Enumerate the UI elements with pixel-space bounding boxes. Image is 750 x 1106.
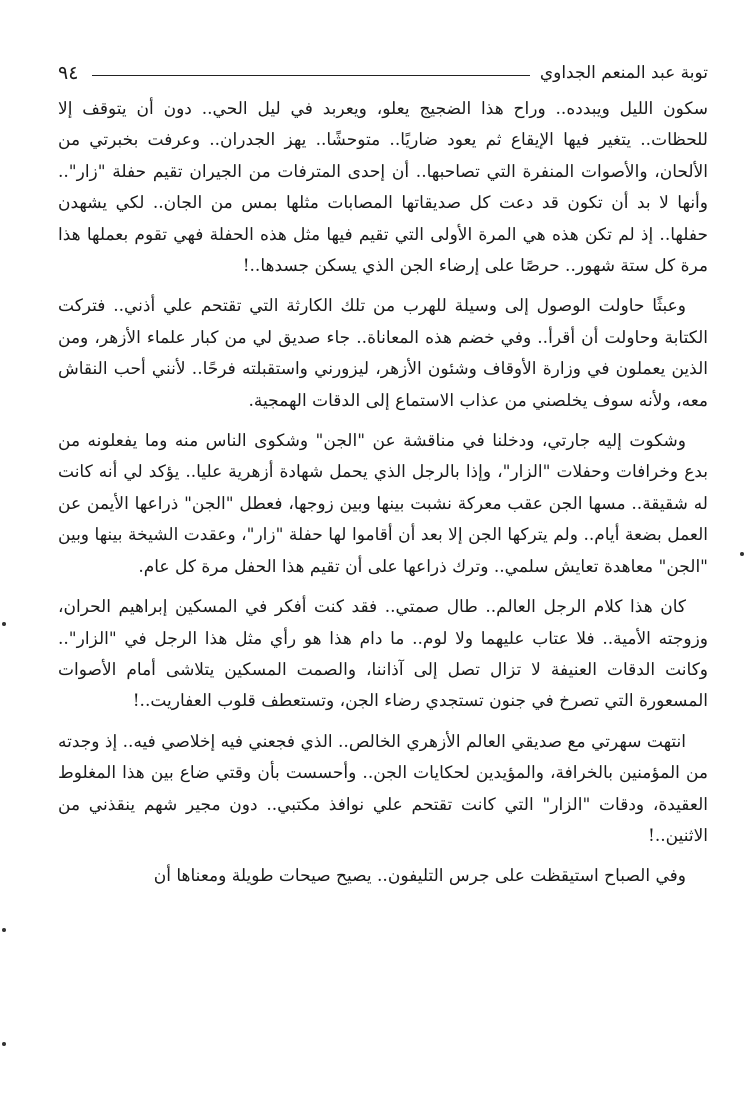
paragraph: وعبثًا حاولت الوصول إلى وسيلة للهرب من تلك الكارثة التي تقتحم علي أذني.. فتركت الكتابة وحاولت أن أقرأ.. وفي خضم هذه المعاناة.. جاء صديق لي من كبار علماء الأزهر، ومن الذين يعملون في وزارة الأوقاف وشئون الأزهر، ليزورني واستقبلته فرحًا.. لأنني أحب النقاش معه، ولأنه سوف يخلصني من عذاب الاستماع إلى الدقات الهمجية. bbox=[58, 296, 708, 411]
margin-dot bbox=[2, 928, 6, 932]
paragraph: كان هذا كلام الرجل العالم.. طال صمتي.. فقد كنت أفكر في المسكين إبراهيم الحران، وزوجته الأمية.. فلا عتاب عليهما ولا لوم.. ما دام هذا هو رأي مثل هذا الرجل في "الزار".. وكانت الدقات العنيفة لا تزال تصل إلى آذاننا، والصمت المسكين يتلاشى أمام الأصوات المسعورة التي تصرخ في جنون تستجدي رضاء الجن، وتستعطف قلوب العفاريت..! bbox=[58, 597, 708, 712]
paragraph: وشكوت إليه جارتي، ودخلنا في مناقشة عن "الجن" وشكوى الناس منه وما يفعلونه من بدع وخرافات وحفلات "الزار"، وإذا بالرجل الذي يحمل شهادة أزهرية عليا.. يؤكد لي أنه كانت له شقيقة.. مسها الجن عقب معركة نشبت بينها وبين زوجها، فعطل "الجن" ذراعها الأيمن عن العمل بضعة أيام.. ولم يتركها الجن إلا بعد أن أقاموا لها حفلة "زار"، وعقدت الشيخة بينها وبين "الجن" معاهدة تعايش سلمي.. وترك ذراعها على أن تقيم هذا الحفل مرة كل عام. bbox=[58, 431, 708, 577]
header-rule bbox=[92, 75, 529, 76]
running-header bbox=[58, 58, 708, 88]
margin-dot bbox=[2, 1042, 6, 1046]
paragraph: سكون الليل ويبدده.. وراح هذا الضجيج يعلو، ويعربد في ليل الحي.. دون أن يتوقف إلا للحظات.. يتغير فيها الإيقاع ثم يعود ضاريًا.. متوحشًا.. يهز الجدران.. وعرفت بخبرتي من الألحان، والأصوات المنفرة التي تصاحبها.. أن إحدى المترفات من الجيران تقيم حفلة "زار".. وأنها لا بد أن تكون قد دعت كل صديقاتها المصابات مثلها بمس من الجان.. لكي يشهدن حفلها.. إذ لم تكن هذه هي المرة الأولى التي تقيم فيها مثل هذه الحفلة فهي تقوم بعملها هذا مرة كل ستة شهور.. حرصًا على إرضاء الجن الذي يسكن جسدها..! bbox=[58, 99, 708, 277]
margin-dot bbox=[2, 622, 6, 626]
book-title: توبة عبد المنعم الجداوي bbox=[539, 63, 708, 83]
page-number: ٩٤ bbox=[58, 62, 79, 84]
paragraph: انتهت سهرتي مع صديقي العالم الأزهري الخالص.. الذي فجعني فيه إخلاصي فيه.. إذ وجدته من المؤمنين بالخرافة، والمؤيدين لحكايات الجن.. وأحسست بأن وقتي ضاع بين هذا المغلوط العقيدة، ودقات "الزار" التي كانت تقتحم علي نوافذ مكتبي.. دون مجير شهم ينقذني من الاثنين..! bbox=[58, 731, 708, 846]
paragraph: وفي الصباح استيقظت على جرس التليفون.. يصيح صيحات طويلة ومعناها أن bbox=[153, 866, 686, 887]
page-body bbox=[58, 94, 708, 893]
margin-dot bbox=[740, 552, 744, 556]
book-page bbox=[58, 58, 708, 1088]
